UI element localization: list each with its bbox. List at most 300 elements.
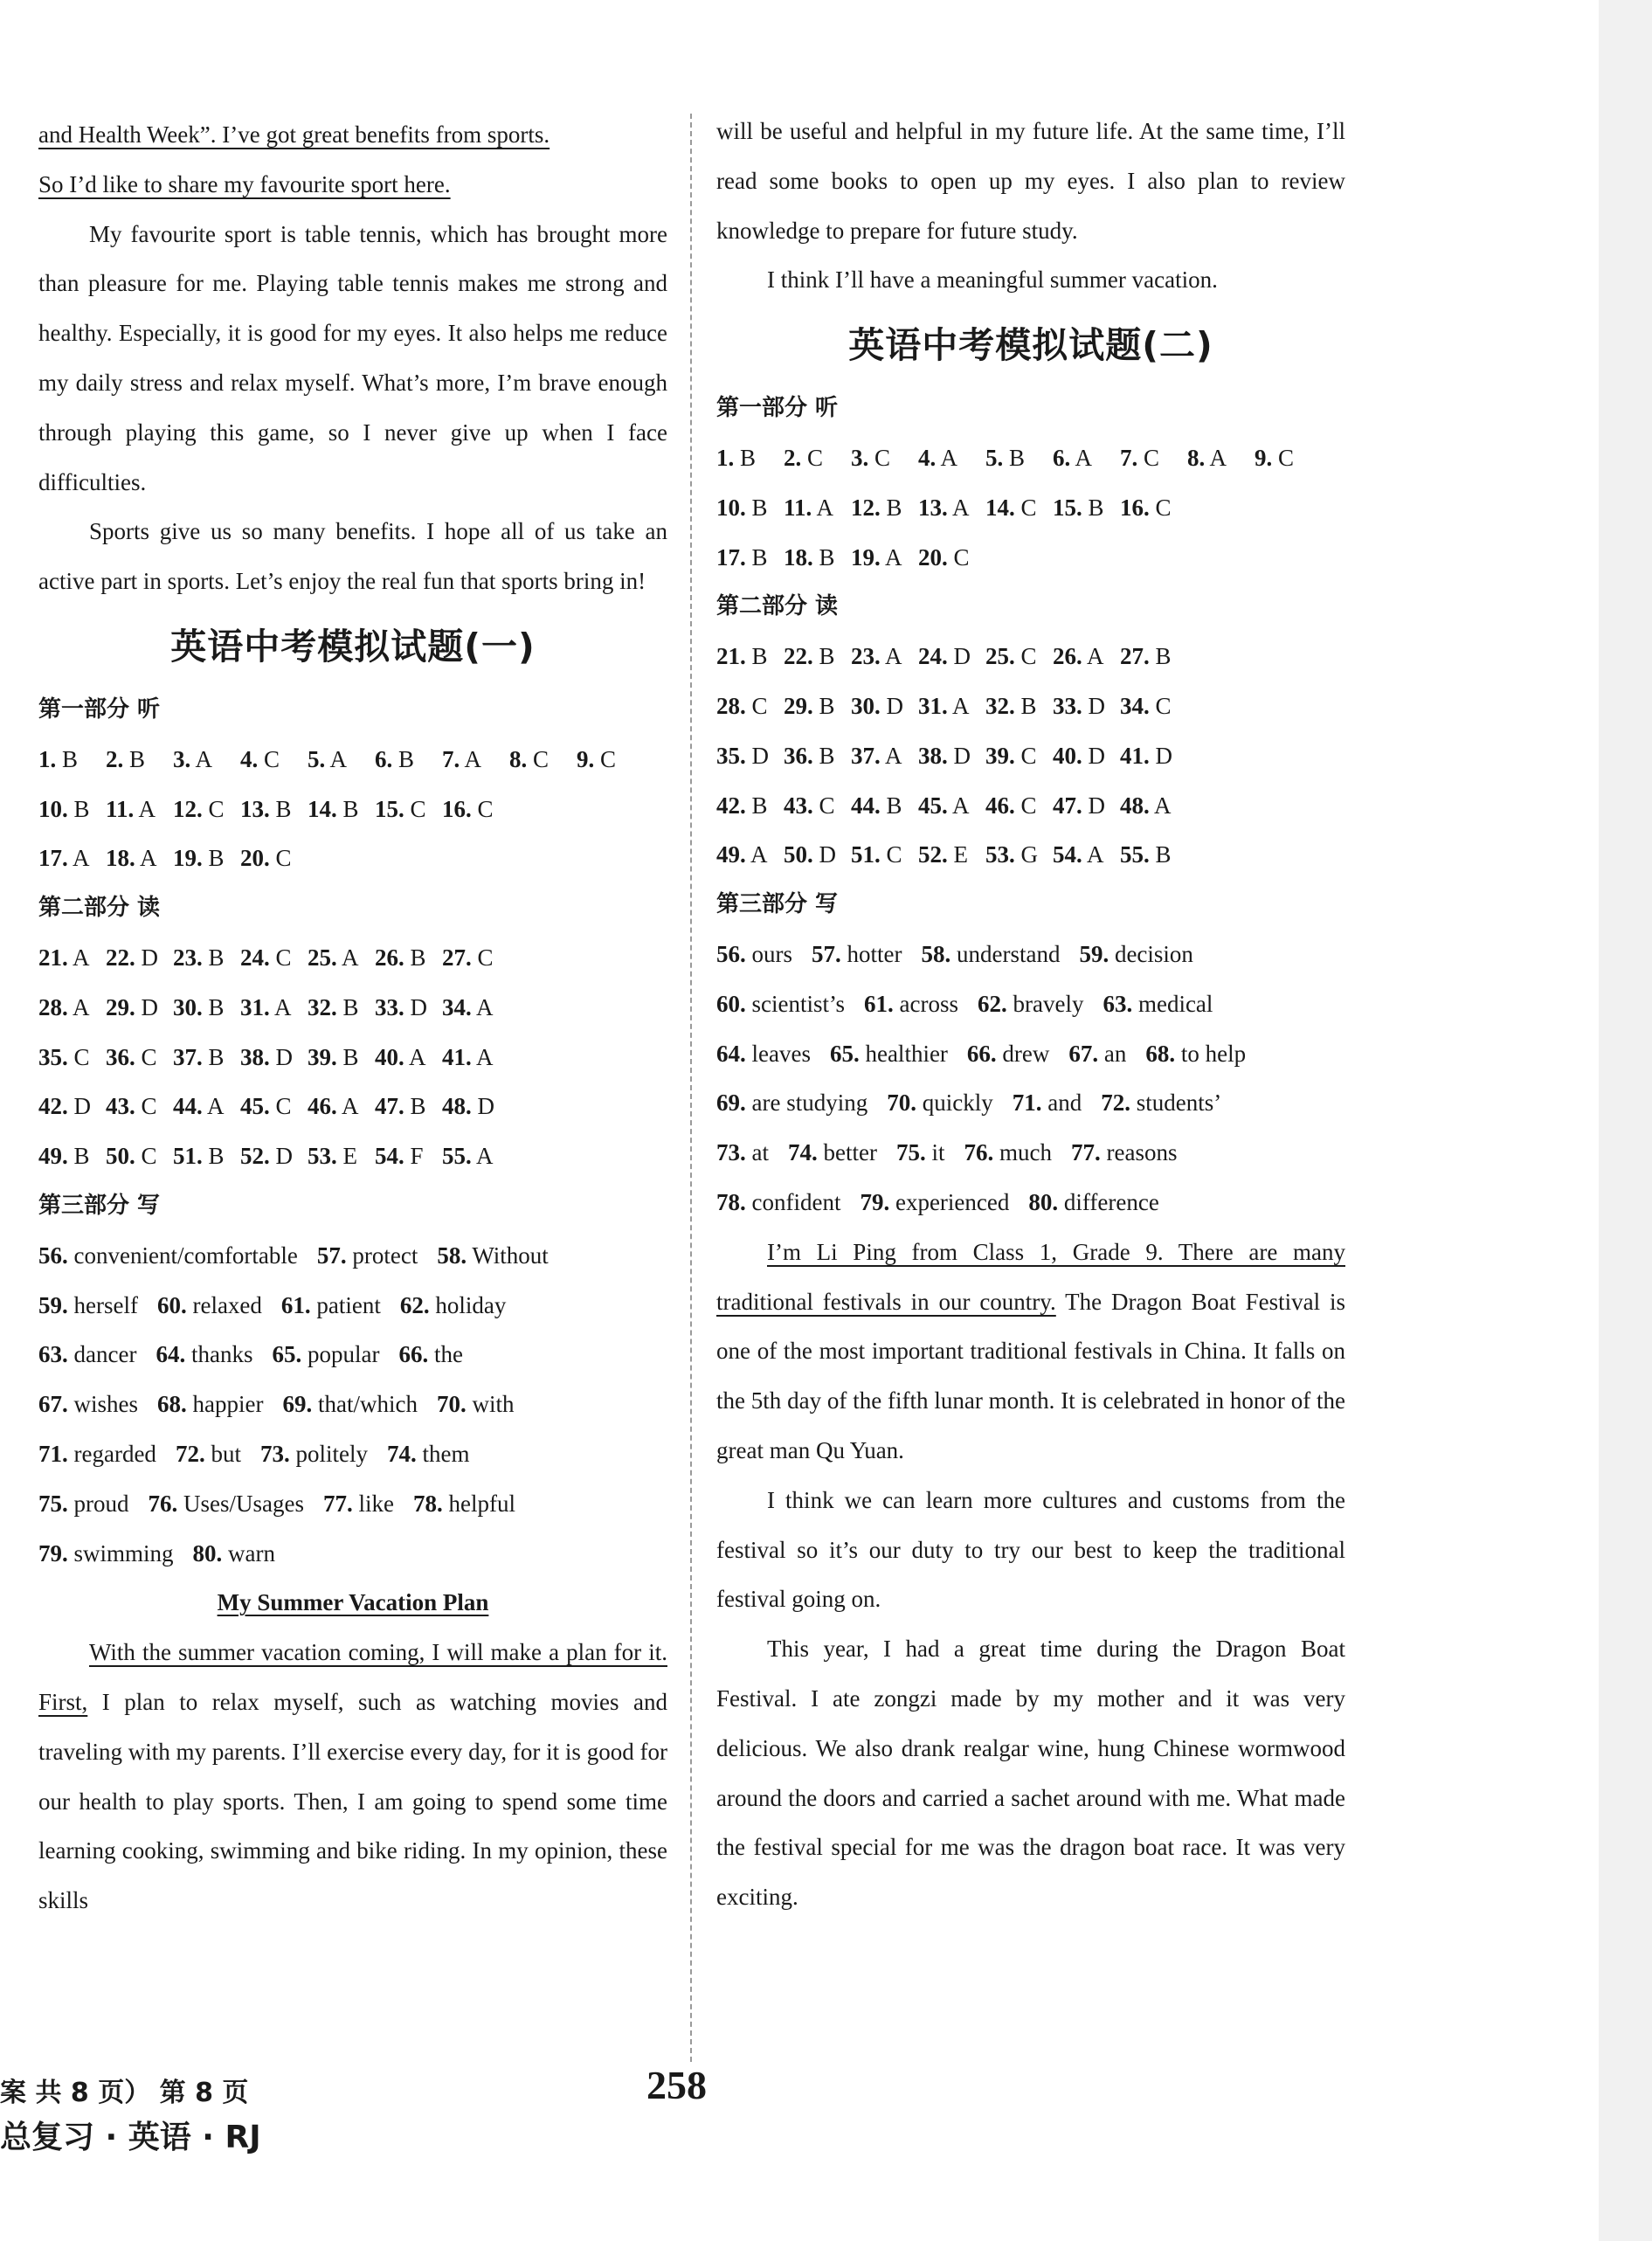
answer-item <box>38 1529 174 1579</box>
question-number: 74. <box>788 1139 818 1166</box>
answer-value: A <box>73 993 90 1020</box>
question-number: 18. <box>106 845 135 872</box>
answer-row <box>716 681 1345 731</box>
answer-item <box>1028 1178 1158 1228</box>
answer-value: B <box>1020 692 1037 719</box>
answer-item <box>38 1033 94 1082</box>
answer-item <box>716 1128 769 1178</box>
question-number: 23. <box>851 643 881 670</box>
answer-item <box>509 735 565 785</box>
question-number: 18. <box>784 543 813 571</box>
answer-value: D <box>141 993 158 1020</box>
answer-value: and <box>1047 1089 1082 1117</box>
answer-item <box>716 433 772 483</box>
question-number: 64. <box>716 1040 746 1067</box>
answer-value: A <box>952 792 970 819</box>
answer-item <box>38 1281 138 1331</box>
answer-value: B <box>62 745 79 772</box>
answer-item <box>784 781 840 831</box>
question-number: 70. <box>887 1089 916 1117</box>
question-number: 15. <box>1053 494 1082 521</box>
answer-value: A <box>1154 792 1172 819</box>
question-number: 57. <box>812 940 841 967</box>
question-number: 60. <box>716 990 746 1017</box>
essay-paragraph: I think we can learn more cultures and customs from the festival so it’s our duty to try our best to keep the traditional festival going on. <box>716 1486 1345 1613</box>
answer-value: B <box>342 1043 359 1070</box>
question-number: 52. <box>918 841 948 868</box>
answer-value: A <box>73 944 90 971</box>
answer-value: C <box>410 795 426 822</box>
question-number: 13. <box>240 795 270 822</box>
answer-row <box>38 785 667 834</box>
answer-value: students’ <box>1136 1089 1222 1117</box>
answer-item <box>985 830 1041 880</box>
question-number: 29. <box>784 692 813 719</box>
answer-item <box>38 735 94 785</box>
answer-value: B <box>208 1043 225 1070</box>
answer-item <box>978 979 1083 1029</box>
answer-item <box>577 735 632 785</box>
question-number: 30. <box>173 993 203 1020</box>
question-number: 25. <box>985 643 1015 670</box>
answer-row <box>716 1128 1345 1178</box>
answer-value: B <box>1088 494 1104 521</box>
answer-value: B <box>1155 841 1172 868</box>
answer-row <box>38 1380 667 1429</box>
answer-value: C <box>533 745 550 772</box>
question-number: 61. <box>280 1291 311 1318</box>
answer-value: D <box>1155 742 1172 769</box>
question-number: 58. <box>437 1242 467 1269</box>
answer-item <box>918 681 974 731</box>
answer-item <box>308 1131 363 1181</box>
answer-value: at <box>751 1139 769 1166</box>
answer-value: G <box>1020 841 1038 868</box>
question-number: 22. <box>106 944 135 971</box>
question-number: 66. <box>966 1040 997 1067</box>
answer-item <box>985 731 1041 781</box>
question-number: 78. <box>412 1490 443 1517</box>
answer-item <box>784 483 840 533</box>
answer-value: warn <box>228 1539 275 1567</box>
question-number: 51. <box>173 1143 203 1170</box>
question-number: 19. <box>173 845 203 872</box>
question-number: 11. <box>784 494 812 521</box>
exam1-part1-answers <box>38 735 667 883</box>
answer-item <box>240 1082 296 1131</box>
answer-item <box>1053 632 1109 681</box>
answer-row <box>38 735 667 785</box>
answer-item <box>851 830 907 880</box>
answer-row <box>716 930 1345 979</box>
question-number: 41. <box>1120 742 1150 769</box>
answer-item <box>157 1281 262 1331</box>
answer-value: A <box>750 841 768 868</box>
question-number: 1. <box>38 745 57 772</box>
answer-item <box>240 1033 296 1082</box>
answer-item <box>716 830 772 880</box>
answer-item <box>1120 483 1176 533</box>
question-number: 17. <box>716 543 746 571</box>
question-number: 59. <box>38 1291 68 1318</box>
question-number: 58. <box>921 940 951 967</box>
answer-item <box>308 735 363 785</box>
answer-value: B <box>208 1143 225 1170</box>
answer-item <box>716 781 772 831</box>
question-number: 73. <box>259 1440 290 1467</box>
answer-item <box>157 1380 263 1429</box>
answer-item <box>784 632 840 681</box>
left-column <box>38 110 667 1926</box>
answer-row <box>716 533 1345 583</box>
answer-value: B <box>275 795 292 822</box>
answer-value: A <box>476 1143 494 1170</box>
answer-value: D <box>819 841 836 868</box>
answer-value: C <box>1155 692 1172 719</box>
answer-item <box>918 483 974 533</box>
essay-paragraph: Sports give us so many benefits. I hope all of us take an active part in sports. Let’s enjoy the real fun that sports bring in! <box>38 518 667 595</box>
question-number: 77. <box>322 1490 353 1517</box>
answer-value: that/which <box>317 1391 418 1418</box>
answer-row <box>38 1330 667 1380</box>
question-number: 44. <box>851 792 881 819</box>
question-number: 28. <box>716 692 746 719</box>
answer-item <box>149 1479 304 1529</box>
question-number: 51. <box>851 841 881 868</box>
question-number: 46. <box>985 792 1015 819</box>
answer-row <box>38 1281 667 1331</box>
answer-item <box>193 1529 275 1579</box>
question-number: 72. <box>175 1440 205 1467</box>
answer-item <box>240 833 296 883</box>
answer-item <box>442 735 498 785</box>
answer-value: A <box>885 643 902 670</box>
answer-item <box>1053 681 1109 731</box>
answer-item <box>851 533 907 583</box>
answer-row <box>716 979 1345 1029</box>
answer-item <box>375 1131 431 1181</box>
answer-item <box>1120 781 1176 831</box>
answer-row <box>38 933 667 983</box>
answer-item <box>173 833 229 883</box>
question-number: 31. <box>918 692 948 719</box>
answer-value: hotter <box>847 940 902 967</box>
exam2-part3-answers <box>716 930 1345 1228</box>
answer-value: across <box>899 990 958 1017</box>
answer-value: A <box>207 1093 225 1120</box>
question-number: 26. <box>375 944 404 971</box>
answer-value: B <box>342 795 359 822</box>
answer-value: D <box>1088 692 1105 719</box>
answer-row <box>716 483 1345 533</box>
question-number: 54. <box>1053 841 1082 868</box>
underlined-sentence: I’m Li Ping from Class 1, Grade 9. There are many traditional festivals in our country. <box>716 1238 1345 1315</box>
question-number: 63. <box>38 1341 68 1368</box>
question-number: 6. <box>1053 444 1071 471</box>
answer-value: C <box>73 1043 90 1070</box>
answer-value: A <box>73 845 90 872</box>
answer-item <box>918 632 974 681</box>
answer-item <box>442 1131 498 1181</box>
question-number: 4. <box>240 745 259 772</box>
answer-item <box>985 781 1041 831</box>
answer-value: Without <box>472 1242 549 1269</box>
answer-value: B <box>740 444 757 471</box>
question-number: 73. <box>716 1139 746 1166</box>
answer-item <box>308 983 363 1033</box>
answer-value: B <box>129 745 146 772</box>
question-number: 16. <box>1120 494 1150 521</box>
answer-item <box>260 1429 368 1479</box>
answer-value: B <box>751 494 768 521</box>
question-number: 23. <box>173 944 203 971</box>
question-number: 30. <box>851 692 881 719</box>
question-number: 10. <box>716 494 746 521</box>
answer-item <box>375 983 431 1033</box>
answer-value: D <box>953 643 971 670</box>
question-number: 37. <box>851 742 881 769</box>
question-number: 21. <box>38 944 68 971</box>
answer-value: C <box>275 1093 292 1120</box>
answer-item <box>1255 433 1310 483</box>
answer-value: B <box>73 1143 90 1170</box>
question-number: 62. <box>399 1291 430 1318</box>
answer-item <box>1079 930 1192 979</box>
answer-item <box>1053 483 1109 533</box>
answer-item <box>716 930 792 979</box>
question-number: 28. <box>38 993 68 1020</box>
answer-item <box>985 483 1041 533</box>
answer-value: confident <box>751 1188 841 1215</box>
answer-item <box>812 930 902 979</box>
answer-item <box>784 731 840 781</box>
answer-value: A <box>940 444 958 471</box>
question-number: 43. <box>784 792 813 819</box>
answer-item <box>38 1429 156 1479</box>
answer-value: D <box>1088 742 1105 769</box>
answer-item <box>106 735 162 785</box>
answer-row <box>38 1131 667 1181</box>
answer-value: difference <box>1063 1188 1159 1215</box>
answer-item <box>240 933 296 983</box>
question-number: 5. <box>308 745 326 772</box>
answer-item <box>272 1330 379 1380</box>
answer-item <box>317 1231 418 1281</box>
answer-item <box>918 533 974 583</box>
question-number: 35. <box>38 1043 68 1070</box>
answer-value: D <box>751 742 769 769</box>
question-number: 63. <box>1102 990 1133 1017</box>
question-number: 50. <box>784 841 813 868</box>
answer-item <box>38 1380 138 1429</box>
answer-item <box>240 735 296 785</box>
answer-item <box>375 1082 431 1131</box>
answer-item <box>784 681 840 731</box>
answer-item <box>308 785 363 834</box>
answer-row <box>38 983 667 1033</box>
answer-item <box>860 1178 1009 1228</box>
answer-item <box>398 1330 463 1380</box>
answer-item <box>964 1128 1052 1178</box>
footer-page-info: 案 共 8 页） 第 8 页 <box>0 2078 249 2108</box>
answer-item <box>851 483 907 533</box>
right-column <box>716 107 1345 1922</box>
answer-row <box>38 1429 667 1479</box>
answer-item <box>38 1330 136 1380</box>
answer-item <box>1120 681 1176 731</box>
page-number: 258 <box>646 2063 707 2107</box>
answer-value: A <box>409 1043 426 1070</box>
answer-value: A <box>885 543 902 571</box>
answer-item <box>375 735 431 785</box>
question-number: 45. <box>240 1093 270 1120</box>
question-number: 3. <box>173 745 191 772</box>
question-number: 20. <box>240 845 270 872</box>
answer-row <box>38 1479 667 1529</box>
question-number: 49. <box>716 841 746 868</box>
answer-item <box>240 983 296 1033</box>
essay-continuation: will be useful and helpful in my future life. At the same time, I’ll read some books to open up my eyes. I also plan to review knowledge to prepare for future study. <box>716 118 1345 244</box>
answer-value: C <box>1278 444 1295 471</box>
question-number: 80. <box>1028 1188 1059 1215</box>
answer-value: much <box>999 1139 1052 1166</box>
answer-item <box>38 1231 298 1281</box>
answer-value: C <box>477 944 494 971</box>
answer-value: D <box>73 1093 91 1120</box>
answer-item <box>716 483 772 533</box>
answer-value: the <box>433 1341 463 1368</box>
answer-item <box>851 731 907 781</box>
question-number: 26. <box>1053 643 1082 670</box>
answer-value: thanks <box>190 1341 253 1368</box>
answer-item <box>716 533 772 583</box>
question-number: 67. <box>38 1391 68 1418</box>
question-number: 31. <box>240 993 270 1020</box>
exam2-part1-label: 第一部分 听 <box>716 395 839 422</box>
question-number: 45. <box>918 792 948 819</box>
question-number: 6. <box>375 745 393 772</box>
answer-item <box>784 830 840 880</box>
answer-value: C <box>141 1093 157 1120</box>
answer-value: C <box>819 792 835 819</box>
answer-value: herself <box>73 1291 138 1318</box>
answer-item <box>1187 433 1243 483</box>
answer-value: A <box>140 845 157 872</box>
question-number: 14. <box>985 494 1015 521</box>
question-number: 24. <box>240 944 270 971</box>
answer-item <box>173 735 229 785</box>
answer-item <box>1053 781 1109 831</box>
question-number: 80. <box>192 1539 223 1567</box>
answer-item <box>38 833 94 883</box>
answer-value: C <box>751 692 768 719</box>
answer-value: A <box>342 1093 359 1120</box>
exam1-part3-label: 第三部分 写 <box>38 1192 161 1219</box>
question-number: 67. <box>1068 1040 1099 1067</box>
answer-value: A <box>195 745 213 772</box>
question-number: 70. <box>436 1391 467 1418</box>
answer-item <box>887 1078 993 1128</box>
question-number: 68. <box>157 1391 187 1418</box>
answer-item <box>784 433 840 483</box>
answer-value: patient <box>316 1291 381 1318</box>
answer-value: experienced <box>895 1188 1010 1215</box>
answer-value: B <box>819 742 835 769</box>
answer-item <box>400 1281 507 1331</box>
exam1-part2-label: 第二部分 读 <box>38 895 161 922</box>
answer-value: bravely <box>1013 990 1084 1017</box>
answer-item <box>106 785 162 834</box>
answer-item <box>442 785 498 834</box>
question-number: 32. <box>308 993 337 1020</box>
answer-item <box>282 1380 417 1429</box>
answer-value: C <box>1020 643 1037 670</box>
exam1-part2-answers <box>38 933 667 1181</box>
question-number: 9. <box>577 745 595 772</box>
answer-value: understand <box>956 940 1061 967</box>
answer-row <box>716 1178 1345 1228</box>
answer-value: medical <box>1137 990 1213 1017</box>
underlined-sentence: With the summer vacation coming, I will make a plan for it. First, <box>38 1639 667 1715</box>
question-number: 75. <box>895 1139 926 1166</box>
answer-row <box>716 433 1345 483</box>
exam1-part1-label: 第一部分 听 <box>38 695 161 723</box>
answer-value: leaves <box>751 1040 811 1067</box>
answer-item <box>281 1281 381 1331</box>
answer-item <box>106 833 162 883</box>
answer-item <box>106 983 162 1033</box>
answer-item <box>240 1131 296 1181</box>
answer-item <box>784 533 840 583</box>
answer-item <box>308 1082 363 1131</box>
question-number: 62. <box>977 990 1007 1017</box>
question-number: 72. <box>1101 1089 1130 1117</box>
question-number: 44. <box>173 1093 203 1120</box>
question-number: 34. <box>1120 692 1150 719</box>
essay-text: The Dragon Boat Festival is one of the most important traditional festivals in China. It falls on the 5th day of the fifth lunar month. It is celebrated in honor of the great man Qu Yuan. <box>716 1288 1345 1463</box>
question-number: 39. <box>985 742 1015 769</box>
answer-item <box>716 1078 867 1128</box>
question-number: 59. <box>1079 940 1109 967</box>
question-number: 69. <box>716 1089 746 1117</box>
question-number: 39. <box>308 1043 337 1070</box>
question-number: 11. <box>106 795 135 822</box>
question-number: 36. <box>784 742 813 769</box>
question-number: 21. <box>716 643 746 670</box>
answer-value: swimming <box>73 1539 174 1567</box>
answer-row <box>716 1078 1345 1128</box>
answer-value: B <box>410 1093 426 1120</box>
answer-item <box>375 933 431 983</box>
question-number: 7. <box>1120 444 1138 471</box>
answer-value: A <box>952 494 970 521</box>
question-number: 37. <box>173 1043 203 1070</box>
question-number: 15. <box>375 795 404 822</box>
answer-value: but <box>211 1440 241 1467</box>
answer-value: relaxed <box>192 1291 262 1318</box>
essay-paragraph: I think I’ll have a meaningful summer vacation. <box>767 266 1218 294</box>
question-number: 42. <box>716 792 746 819</box>
answer-value: B <box>819 692 835 719</box>
answer-value: A <box>476 1043 494 1070</box>
answer-item <box>106 1131 162 1181</box>
answer-item <box>896 1128 945 1178</box>
answer-value: C <box>477 795 494 822</box>
answer-value: C <box>141 1043 157 1070</box>
answer-value: scientist’s <box>751 990 845 1017</box>
answer-value: C <box>600 745 617 772</box>
question-number: 12. <box>851 494 881 521</box>
